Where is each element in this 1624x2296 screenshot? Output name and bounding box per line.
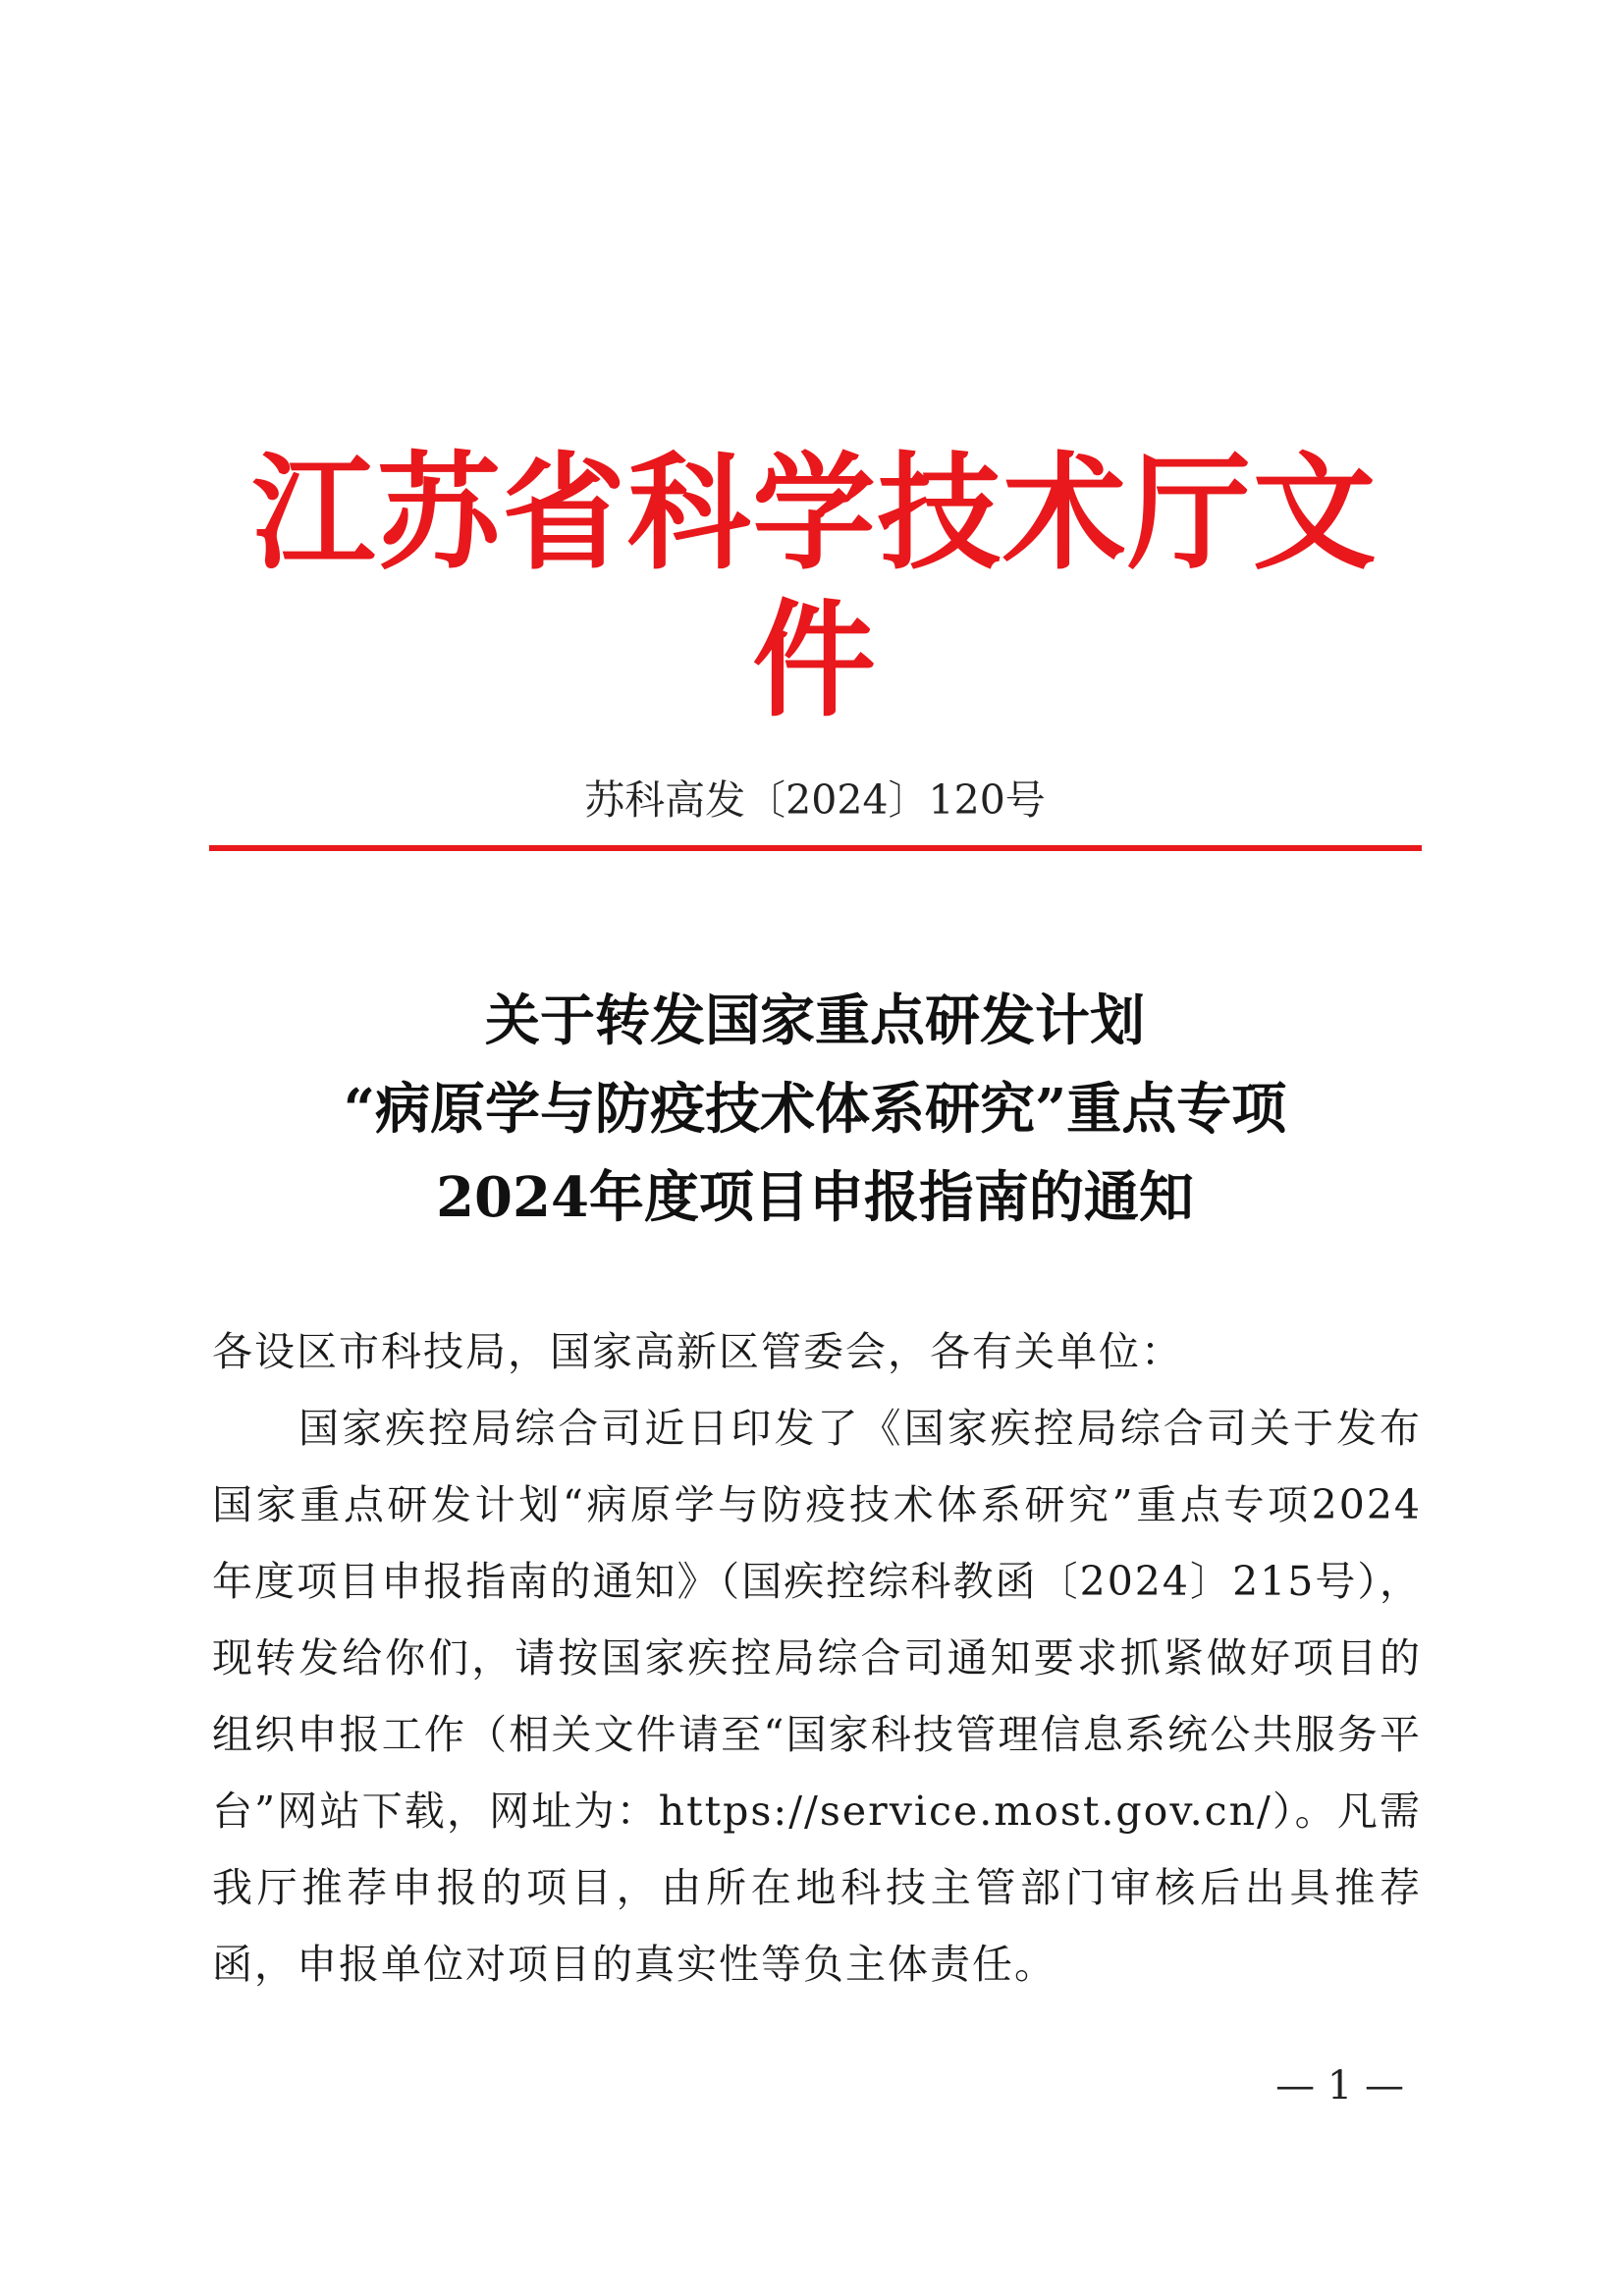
title-line-3: 2024年度项目申报指南的通知 <box>436 1165 1194 1230</box>
masthead-title: 江苏省科学技术厅文件 <box>251 440 1379 734</box>
notice-title <box>206 977 1424 1242</box>
document-number: 苏科高发〔2024〕120号 <box>584 776 1046 824</box>
page-number: — 1 — <box>1275 2063 1404 2109</box>
body-paragraph: 国家疾控局综合司近日印发了《国家疾控局综合司关于发布国家重点研发计划“病原学与防疫技术体系研究”重点专项2024年度项目申报指南的通知》（国疾控综科教函〔2024〕215号），现转发给你们，请按国家疾控局综合司通知要求抓紧做好项目的组织申报工作（相关文件请至“国家科技管理信息系统公共服务平台”网站下载，网址为：https://service.most.gov.cn/）。凡需我厅推荐申报的项目，由所在地科技主管部门审核后出具推荐函，申报单位对项目的真实性等负主体责任。 <box>212 1405 1422 1988</box>
notice-body <box>212 1313 1422 2002</box>
title-line-2: “病原学与防疫技术体系研究”重点专项 <box>343 1077 1287 1142</box>
salutation: 各设区市科技局，国家高新区管委会，各有关单位： <box>212 1328 1183 1375</box>
red-divider-line <box>209 845 1422 851</box>
title-line-1: 关于转发国家重点研发计划 <box>485 988 1145 1053</box>
